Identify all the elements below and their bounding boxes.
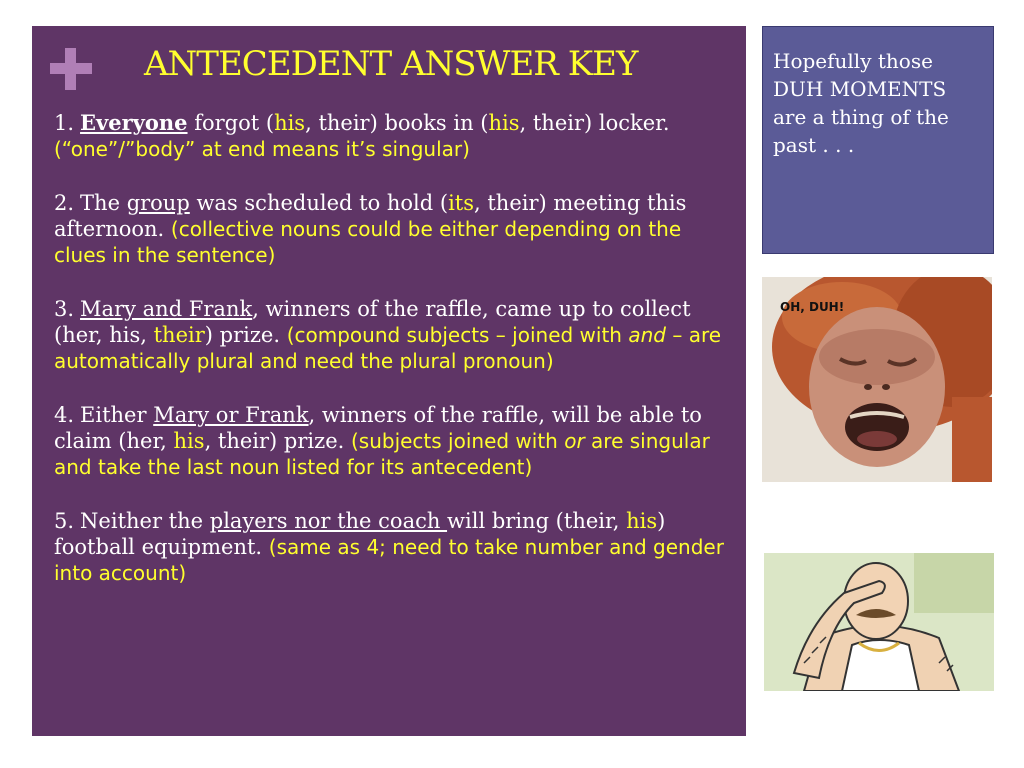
item-number: 3. <box>54 297 75 321</box>
answer-item <box>54 190 734 268</box>
item-text-segment: its <box>448 191 475 215</box>
answer-item <box>54 402 734 480</box>
item-number: 4. <box>54 403 75 427</box>
item-text-segment: ) prize. <box>204 323 287 347</box>
item-text-segment: his <box>488 111 520 135</box>
item-text-segment: The <box>80 191 127 215</box>
item-text-segment: are singular and take the last noun listed for its antecedent) <box>54 429 710 479</box>
answer-item <box>54 110 734 162</box>
item-text-segment: their <box>153 323 205 347</box>
item-text-segment: Neither the <box>80 509 210 533</box>
item-text-segment: and <box>628 323 666 347</box>
side-note-text: Hopefully those DUH MOMENTS are a thing of the past . . . <box>773 49 949 157</box>
item-text-segment: Everyone <box>80 110 188 135</box>
item-number: 1. <box>54 111 75 135</box>
item-text-segment: , their) books in ( <box>305 111 489 135</box>
slide-title: ANTECEDENT ANSWER KEY <box>144 44 638 84</box>
plus-icon <box>50 48 92 90</box>
item-text-segment: was scheduled to hold ( <box>189 191 449 215</box>
item-text-segment: (compound subjects – joined with <box>286 323 629 347</box>
item-text-segment: ) football equipment. <box>54 509 666 559</box>
item-text-segment: (subjects joined with <box>350 429 565 453</box>
item-text-segment: Mary and Frank <box>80 297 253 321</box>
item-text-segment: his <box>274 111 306 135</box>
item-text-segment: Mary or Frank <box>153 403 309 427</box>
item-text-segment: group <box>126 191 190 215</box>
item-text-segment: will bring (their, <box>447 509 627 533</box>
item-number: 2. <box>54 191 75 215</box>
item-text-segment: (collective nouns could be either depending on the clues in the sentence) <box>54 217 682 267</box>
item-text-segment: , their) prize. <box>204 429 351 453</box>
item-text-segment: (same as 4; need to take number and gender into account) <box>54 535 724 585</box>
item-text-segment: forgot ( <box>187 111 275 135</box>
main-panel <box>32 26 746 736</box>
item-text-segment: Either <box>80 403 154 427</box>
item-text-segment: or <box>564 429 585 453</box>
item-text-segment: – are automatically plural and need the plural pronoun) <box>54 323 722 373</box>
orangutan-duh-image <box>762 277 992 482</box>
cartoon-facepalm-image <box>764 553 994 691</box>
item-text-segment: his <box>626 509 658 533</box>
item-text-segment: his <box>173 429 205 453</box>
answer-list <box>54 110 734 614</box>
item-text-segment: , winners of the raffle, will be able to claim (her, <box>54 403 702 453</box>
side-note-box <box>762 26 994 254</box>
item-number: 5. <box>54 509 75 533</box>
item-text-segment: players nor the coach <box>209 509 448 533</box>
item-text-segment: , their) locker. <box>519 111 670 135</box>
orangutan-caption: OH, DUH! <box>780 300 845 314</box>
item-text-segment: , winners of the raffle, came up to collect (her, his, <box>54 297 691 347</box>
item-text-segment: , their) meeting this afternoon. <box>54 191 687 241</box>
answer-item <box>54 508 734 586</box>
answer-item <box>54 296 734 374</box>
item-text-segment: (“one”/”body” at end means it’s singular) <box>54 137 470 161</box>
